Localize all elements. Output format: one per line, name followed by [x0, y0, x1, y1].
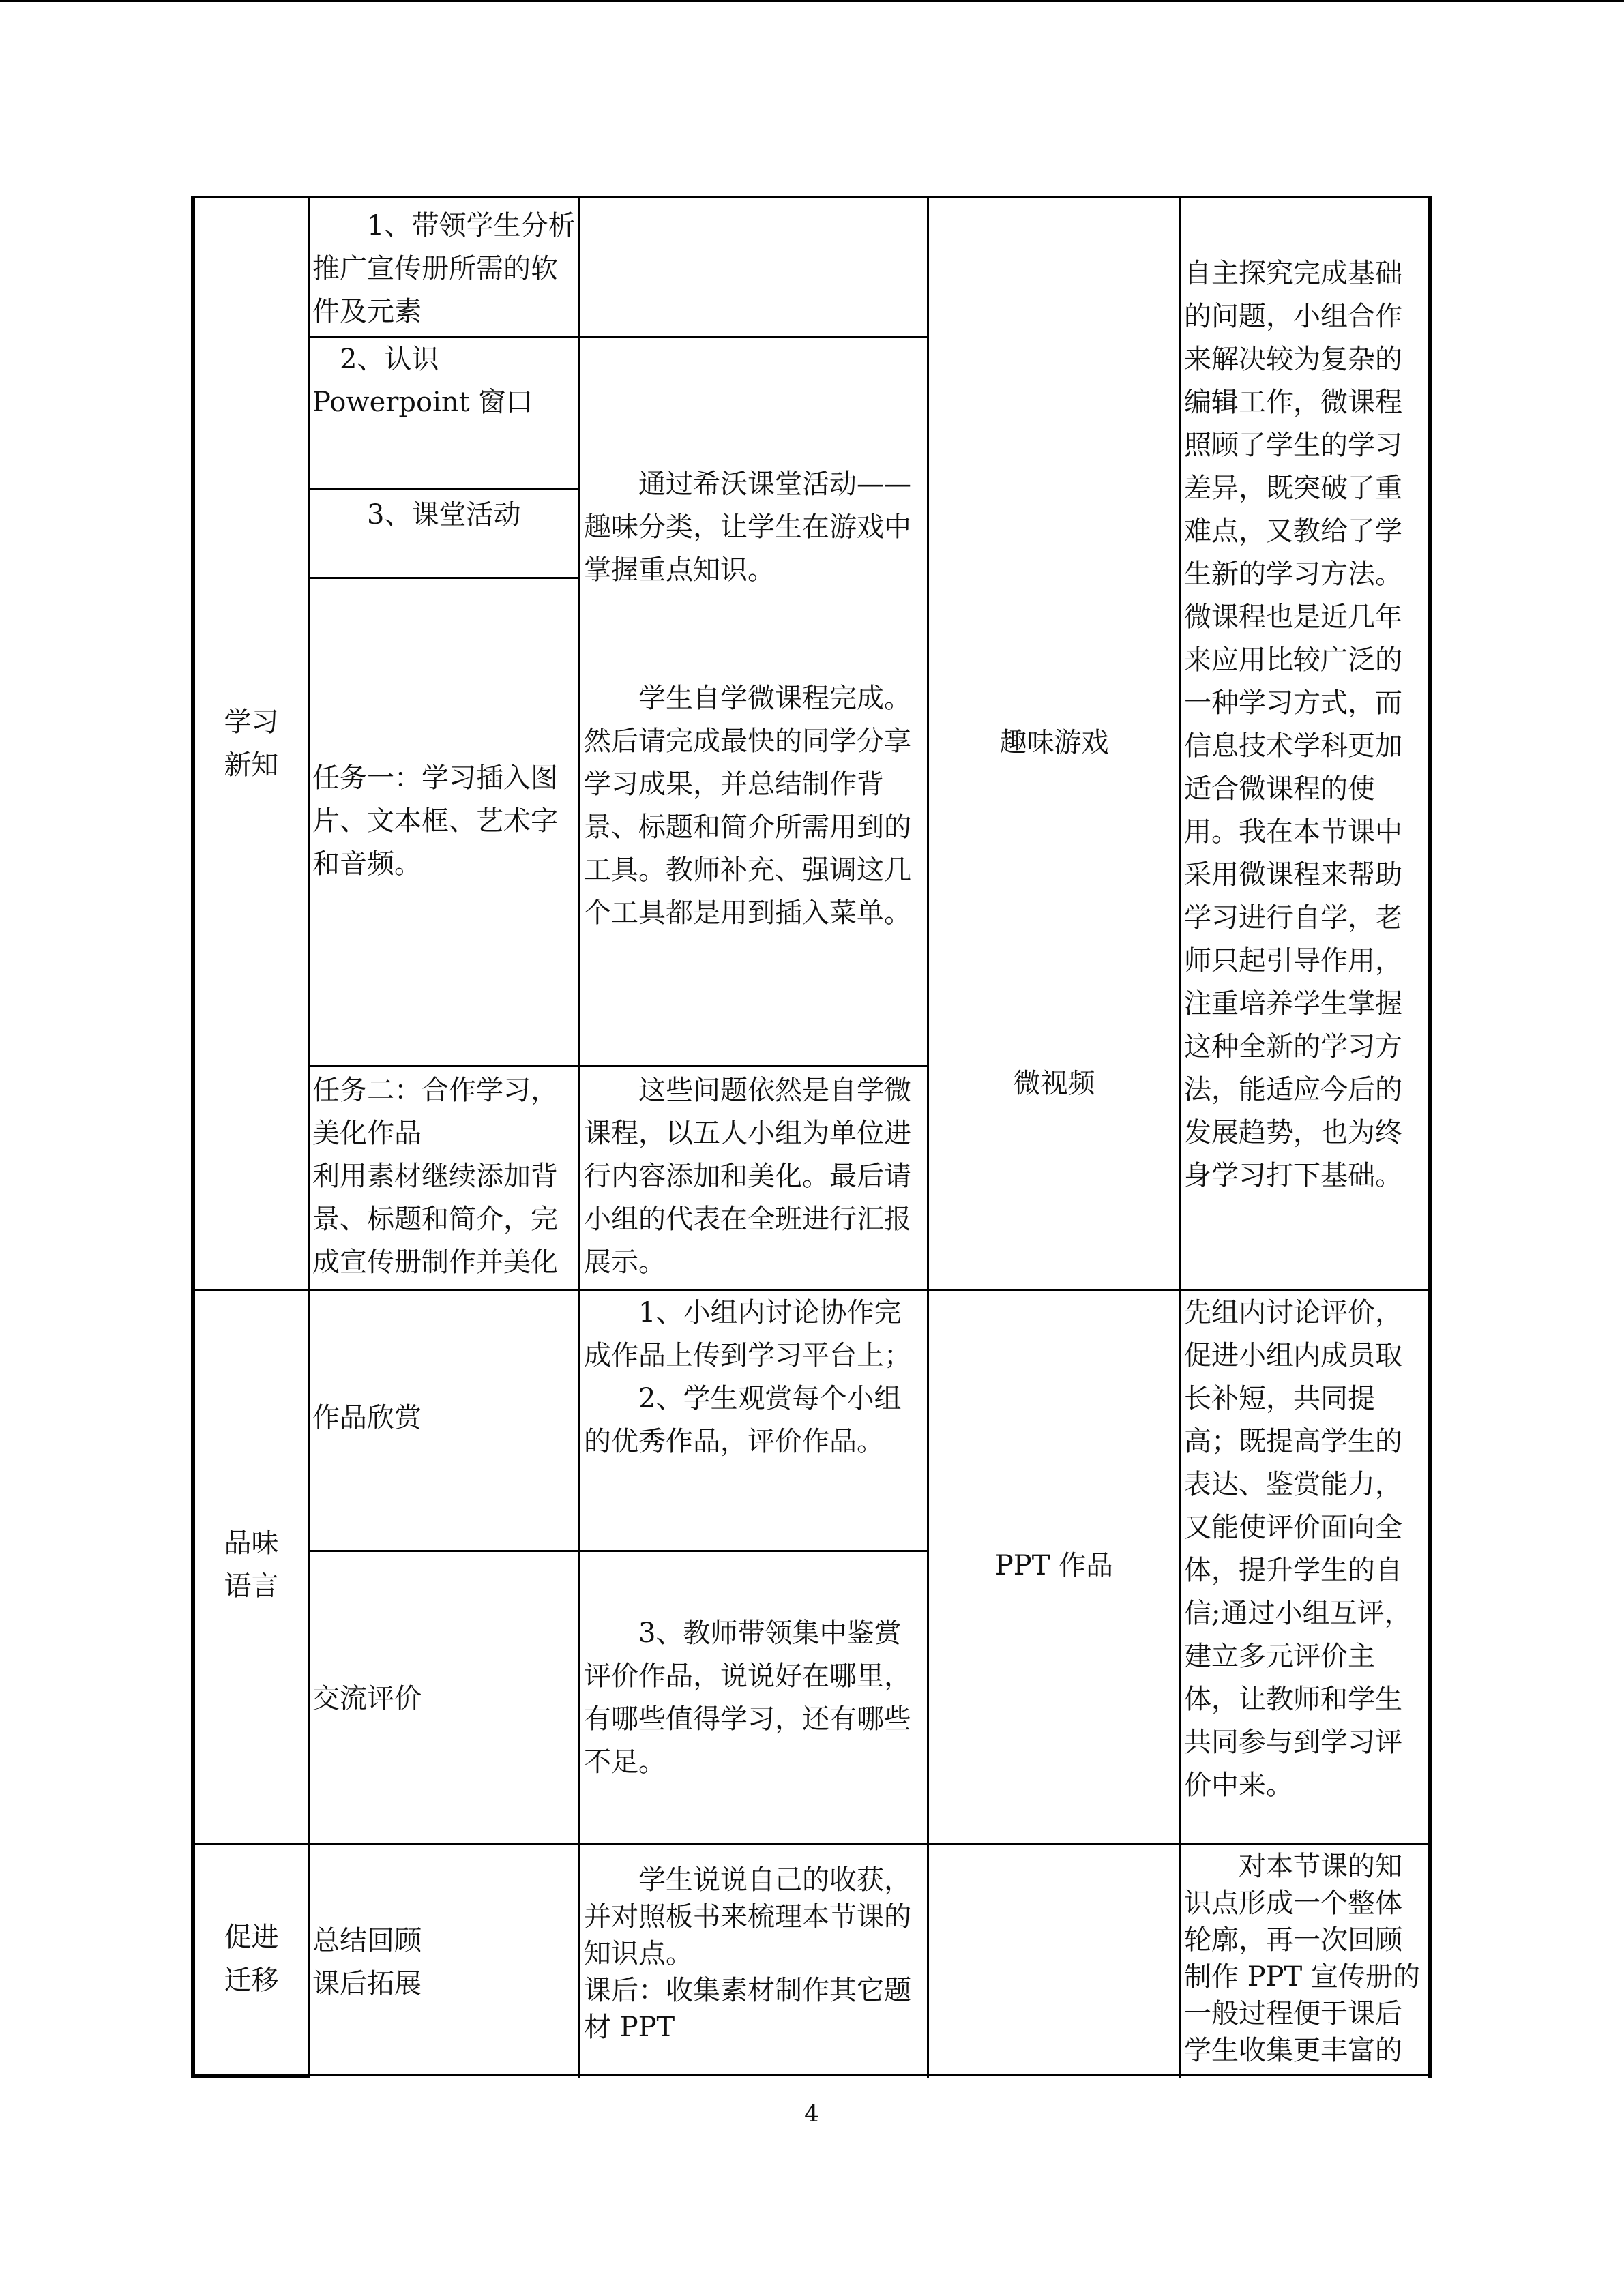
activity-cell: 学生自学微课程完成。然后请完成最快的同学分享学习成果，并总结制作背景、标题和简介所需用到的工具。教师补充、强调这几个工具都是用到插入菜单。	[584, 683, 911, 929]
row-line	[308, 577, 580, 579]
column-divider-3	[927, 196, 929, 2078]
column-divider-1	[308, 196, 310, 2078]
table-right-border	[1428, 196, 1432, 2078]
table-bottom-border	[191, 2074, 1432, 2076]
activity-cell: 3、教师带领集中鉴赏评价作品，说说好在哪里，有哪些值得学习，还有哪些不足。	[584, 1617, 911, 1778]
row-line	[308, 1065, 927, 1067]
page-top-border	[0, 0, 1624, 2]
media-label: PPT 作品	[994, 1550, 1114, 1581]
column-divider-4	[1179, 196, 1181, 2078]
design-intent-cell: 对本节课的知识点形成一个整体轮廓，再一次回顾制作 PPT 宣传册的一般过程便于课后学生收集更丰富的	[1184, 1851, 1420, 2066]
section-line	[191, 1289, 1432, 1291]
stage-label: 品味 语言	[224, 1527, 279, 1602]
item-cell: 任务二：合作学习，美化作品 利用素材继续添加背景、标题和简介，完成宣传册制作并美化	[312, 1075, 558, 1278]
item-cell: 2、认识 Powerpoint 窗口	[312, 344, 533, 418]
design-intent-cell: 自主探究完成基础的问题，小组合作来解决较为复杂的编辑工作，微课程照顾了学生的学习差异，既突破了重难点，又教给了学生新的学习方法。微课程也是近几年来应用比较广泛的一种学习方式，而信息技术学科更加适合微课程的使用。我在本节课中采用微课程来帮助学习进行自学，老师只起引导作用，注重培养学生掌握这种全新的学习方法，能适应今后的发展趋势，也为终身学习打下基础。	[1184, 258, 1402, 1191]
item-cell: 1、带领学生分析推广宣传册所需的软件及元素	[312, 210, 576, 327]
page-number: 4	[804, 2100, 819, 2128]
table-bottom-border-thick	[191, 2074, 310, 2078]
activity-cell: 通过希沃课堂活动——趣味分类，让学生在游戏中掌握重点知识。	[584, 468, 911, 586]
stage-label: 促进 迁移	[224, 1922, 279, 1996]
row-line	[308, 488, 580, 490]
table-top-border	[191, 196, 1432, 198]
design-intent-cell: 先组内讨论评价，促进小组内成员取长补短，共同提高；既提高学生的表达、鉴赏能力，又能使评价面向全体，提升学生的自信;通过小组互评，建立多元评价主体，让教师和学生共同参与到学习评价中来。	[1184, 1297, 1412, 1801]
media-label: 微视频	[1013, 1068, 1095, 1099]
column-divider-2	[578, 196, 580, 2078]
item-cell: 3、课堂活动	[312, 499, 521, 531]
activity-cell: 这些问题依然是自学微课程，以五人小组为单位进行内容添加和美化。最后请小组的代表在全班进行汇报展示。	[584, 1075, 911, 1278]
item-cell: 交流评价	[312, 1683, 422, 1714]
activity-cell: 学生说说自己的收获，并对照板书来梳理本节课的知识点。 课后：收集素材制作其它题材 PPT	[584, 1864, 911, 2043]
item-cell: 任务一：学习插入图片、文本框、艺术字和音频。	[312, 762, 558, 880]
row-line	[308, 1550, 927, 1552]
section-line	[191, 1843, 1432, 1845]
item-cell: 总结回顾 课后拓展	[312, 1925, 422, 1999]
media-label: 趣味游戏	[999, 727, 1109, 758]
row-line	[308, 336, 927, 338]
item-cell: 作品欣赏	[312, 1402, 422, 1433]
stage-label: 学习 新知	[224, 706, 279, 781]
activity-cell: 1、小组内讨论协作完成作品上传到学习平台上； 2、学生观赏每个小组的优秀作品，评价作品。	[584, 1297, 911, 1457]
table-left-border	[191, 196, 195, 2078]
